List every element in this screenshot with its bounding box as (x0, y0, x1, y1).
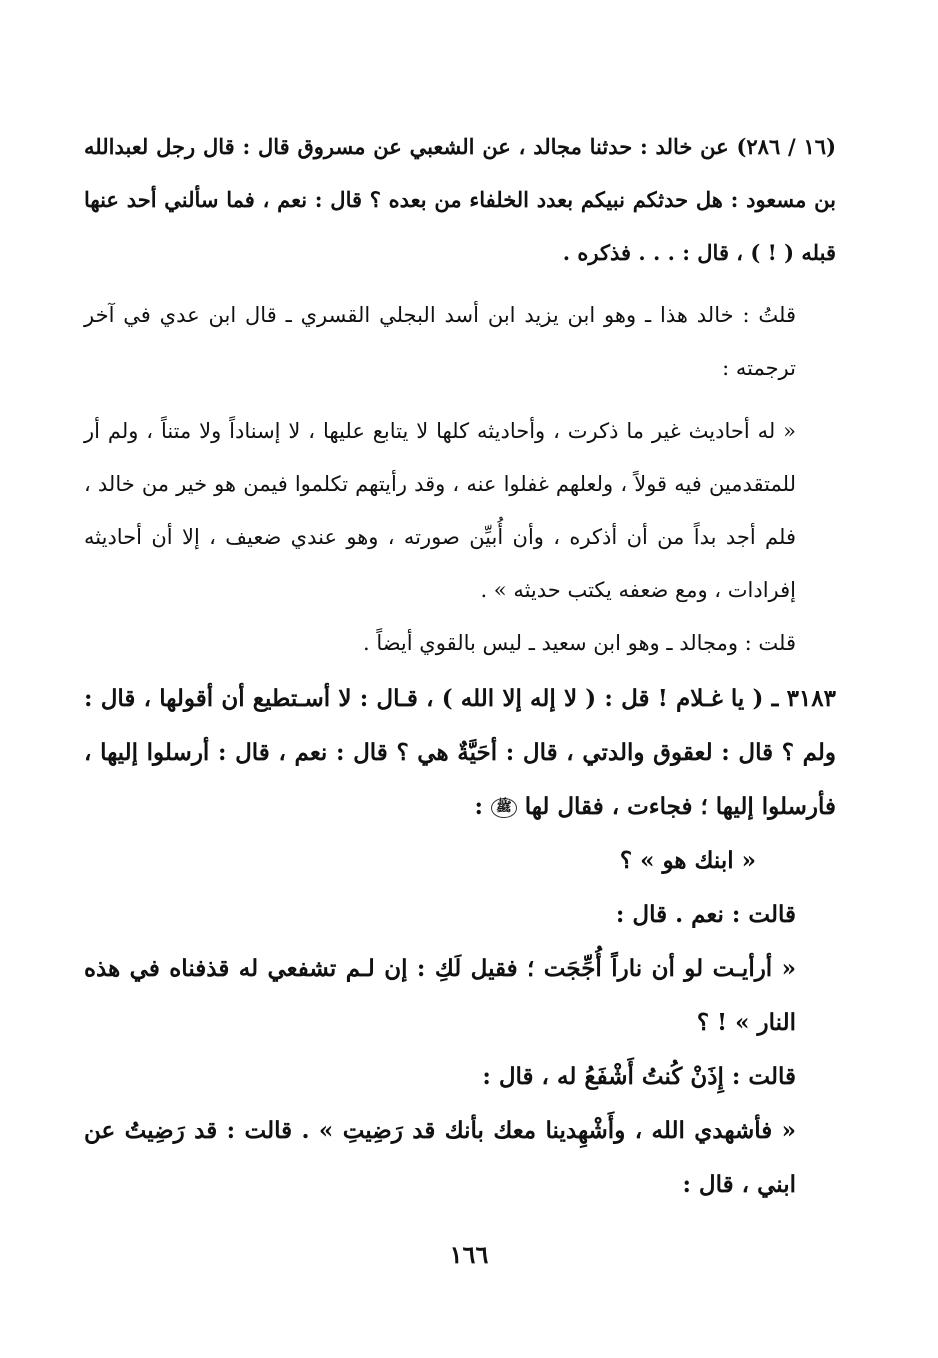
author-note-paragraph: قلتُ : خالد هذا ـ وهو ابن يزيد ابن أسد البجلي القسري ـ قال ابن عدي في آخر ترجمته : (84, 303, 796, 380)
page-number: ١٦٦ (449, 1240, 489, 1269)
fire-question-paragraph: « أرأيـت لو أن ناراً أُجِّجَت ؛ فقيل لَكِ : إن لـم تشفعي له قذفناه في هذه النار » ! ؟ (84, 955, 796, 1036)
testimony-paragraph: « فأشهدي الله ، وأَشْهِدينا معك بأنك قد رَضِيتِ » . قالت : قد رَضِيتُ عن ابني ، قال : (84, 1117, 796, 1198)
mujalid-note-paragraph: قلت : ومجالد ـ وهو ابن سعيد ـ ليس بالقوي أيضاً . (362, 631, 796, 655)
commentary-section (84, 120, 836, 670)
hadith-opening-text: ٣١٨٣ ـ ( يا غـلام ! قل : ( لا إله إلا الله ) ، قـال : لا أسـتطيع أن أقولها ، قال : ولم ؟ قال : لعقوق والدتي ، قال : أحَيَّةٌ هي ؟ قال : نعم ، قال : أرسلوا إليها ، فأرسلوا إليها ؛ فجاءت ، فقال لها (84, 685, 836, 820)
hadith-section (84, 672, 836, 1212)
honorific-symbol: ﷺ (491, 798, 517, 818)
hadith-reference-paragraph: (١٦ / ٢٨٦) عن خالد : حدثنا مجالد ، عن الشعبي عن مسروق قال : قال رجل لعبدالله بن مسعود : هل حدثكم نبيكم بعدد الخلفاء من بعده ؟ قال : نعم ، فما سألني أحد عنها قبله ( ! ) ، قال : . . . فذكره . (84, 134, 836, 265)
question-paragraph: « ابنك هو » ؟ (619, 847, 756, 874)
hadith-opening-paragraph (84, 672, 836, 834)
ibn-adi-quote-paragraph: « له أحاديث غير ما ذكرت ، وأحاديثه كلها لا يتابع عليها ، لا إسناداً ولا متناً ، ولم أر للمتقدمين فيه قولاً ، ولعلهم غفلوا عنه ، وقد رأيتهم تكلموا فيمن هو خير من خالد ، فلم أجد بداً من أن أذكره ، وأن أُبيِّن صورته ، وهو عندي ضعيف ، إلا أن أحاديثه إفرادات ، ومع ضعفه يكتب حديثه » . (84, 419, 796, 602)
mother-intercede-paragraph: قالت : إِذَنْ كُنتُ أَشْفَعُ له ، قال : (482, 1063, 796, 1090)
mother-reply-paragraph: قالت : نعم . قال : (615, 901, 796, 928)
hadith-opening-colon: : (474, 793, 483, 820)
